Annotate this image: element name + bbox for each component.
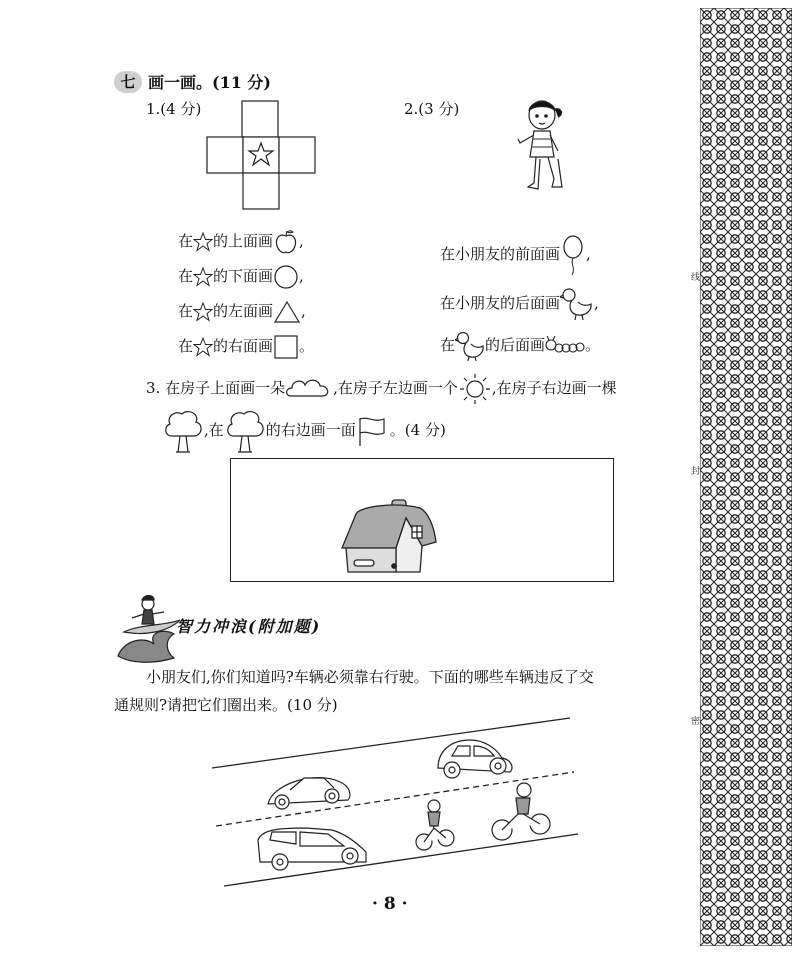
road-top-edge: [212, 718, 570, 768]
circle-icon: [273, 264, 299, 290]
q1-label: 1.(4 分): [146, 100, 202, 118]
road-traffic-illustration: [206, 712, 580, 892]
beetle-car: [268, 778, 350, 809]
square-icon: [273, 334, 299, 360]
star-icon: [193, 302, 213, 322]
house-illustration: [336, 496, 446, 578]
cross-grid-figure: [206, 100, 336, 222]
flag-icon: [356, 414, 390, 448]
child-girl-illustration: [508, 95, 572, 203]
triangle-icon: [273, 300, 301, 324]
cloud-icon: [285, 376, 333, 402]
side-mark-secret: 密: [689, 716, 699, 725]
section-title: 画一画。(11 分): [148, 73, 271, 92]
page-number: · 8 ·: [372, 894, 408, 914]
side-mark-seal: 封: [689, 466, 699, 475]
q1-line-4: 在 的右面画 。: [178, 334, 314, 360]
section-header: [114, 70, 271, 93]
apple-icon: [273, 229, 299, 255]
star-icon: [193, 337, 213, 357]
bonus-title: 智力冲浪(附加题): [176, 617, 322, 636]
star-icon: [193, 267, 213, 287]
bonus-paragraph-line-1: 小朋友们,你们知道吗?车辆必须靠右行驶。下面的哪些车辆违反了交: [146, 668, 594, 686]
q1-line-1: 在 的上面画 ,: [178, 229, 304, 255]
bonus-paragraph-line-2: 通规则?请把它们圈出来。(10 分): [114, 696, 338, 714]
duck-icon: [560, 286, 594, 322]
section-number-badge: 七: [114, 71, 142, 93]
decorative-side-strip: [700, 8, 792, 946]
q3-line-2: ,在 的右边画一面 。(4 分): [162, 408, 446, 454]
tree-icon: [162, 408, 204, 454]
star-icon: [193, 232, 213, 252]
minivan: [258, 828, 366, 870]
q2-label: 2.(3 分): [404, 100, 460, 118]
cyclist-child: [416, 800, 454, 850]
q2-line-3: 在 的后面画 。: [440, 330, 600, 362]
duck-icon: [455, 330, 485, 362]
surfing-boy-logo: [114, 592, 184, 666]
side-mark-line: 线: [689, 272, 699, 281]
caterpillar-icon: [545, 335, 585, 357]
hatchback-car: [438, 740, 512, 778]
sun-icon: [458, 372, 492, 406]
q3-line-1: 3. 在房子上面画一朵 ,在房子左边画一个 ,在房子右边画一棵: [146, 372, 617, 406]
q1-line-2: 在 的下面画 ,: [178, 264, 304, 290]
balloon-icon: [560, 234, 586, 276]
q2-line-1: 在小朋友的前面画 ,: [440, 234, 591, 276]
cyclist-boy: [492, 783, 550, 840]
q2-line-2: 在小朋友的后面画 ,: [440, 286, 599, 322]
q1-line-3: 在 的左面画 ,: [178, 300, 306, 324]
tree-icon: [224, 408, 266, 454]
